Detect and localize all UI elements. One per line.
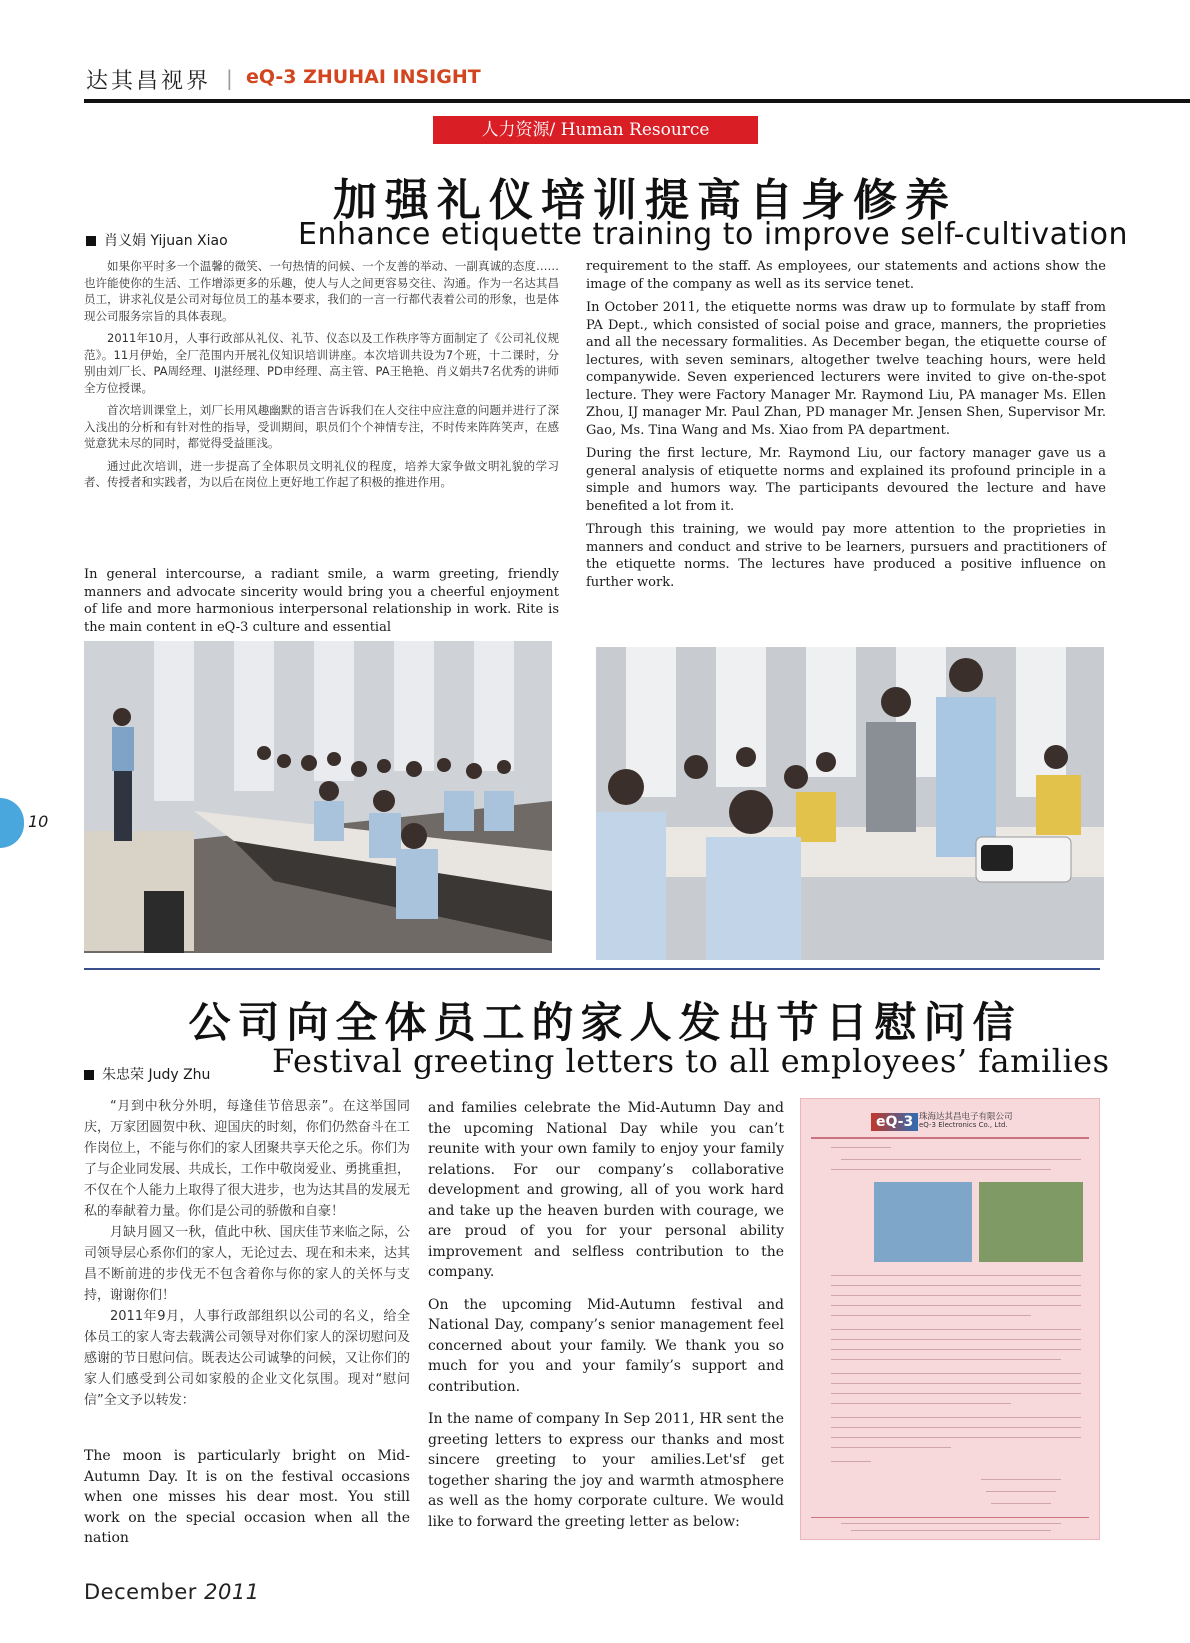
letter-text-line bbox=[831, 1461, 871, 1462]
letter-text-line bbox=[831, 1305, 1081, 1306]
letter-text-line bbox=[831, 1147, 891, 1148]
letter-text-line bbox=[831, 1315, 1031, 1316]
section-divider bbox=[84, 968, 1100, 970]
letter-footer-rule bbox=[811, 1517, 1089, 1518]
masthead-title-cn: 达其昌视界 bbox=[86, 69, 212, 94]
letter-text-line bbox=[831, 1403, 1011, 1404]
bullet-square-icon bbox=[84, 1070, 94, 1080]
paragraph: “月到中秋分外明，每逢佳节倍思亲”。在这举国同庆，万家团圆贺中秋、迎国庆的时刻，你们仍然奋斗在工作岗位上，不能与你们的家人团聚共享天伦之乐。你们为了与企业同发展、共成长，工作中敬岗爱业、勇挑重担，不仅在个人能力上取得了很大进步，也为达其昌的发展无私的奉献着力量。你们是公司的骄傲和自豪！ bbox=[84, 1099, 410, 1219]
greeting-letter-image bbox=[800, 1098, 1100, 1540]
letter-text-line bbox=[831, 1275, 1081, 1276]
letter-text-line bbox=[831, 1339, 1081, 1340]
letter-signature-line bbox=[981, 1479, 1061, 1480]
article2-chinese-text bbox=[84, 1096, 410, 1411]
letter-text-line bbox=[831, 1393, 1081, 1394]
masthead-title-en: eQ-3 ZHUHAI INSIGHT bbox=[246, 66, 481, 88]
paragraph: 2011年10月，人事行政部从礼仪、礼节、仪态以及工作秩序等方面制定了《公司礼仪规范》。11月伊始，全厂范围内开展礼仪知识培训讲座。本次培训共设为7个班，十二课时，分别由刘厂长、PA周经理、IJ湛经理、PD申经理、高主管、PA王艳艳、肖义娟共7名优秀的讲师全方位授课。 bbox=[84, 331, 559, 395]
paragraph: In October 2011, the etiquette norms was draw up to formulate by staff from PA Dept., which consisted of social poise and grace, manners, the proprieties and all the necessary formalities. As December began, the etiquette course of lectures, with seven seminars, altogether twelve teaching hours, were held companywide. Seven experienced lecturers were invited to give on-the-spot lecture. They were Factory Manager Mr. Raymond Liu, PA manager Ms. Ellen Zhou, IJ manager Mr. Paul Zhan, PD manager Mr. Jensen Shen, Supervisor Mr. Gao, Ms. Tina Wang and Ms. Xiao from PA department. bbox=[586, 300, 1106, 438]
page-number-tab bbox=[0, 798, 24, 848]
article2-author-name: 朱忠荣 Judy Zhu bbox=[102, 1067, 211, 1083]
article1-author-name: 肖义娟 Yijuan Xiao bbox=[104, 233, 228, 249]
letter-text-line bbox=[831, 1417, 1081, 1418]
article1-title-cn: 加强礼仪培训提高自身修养 bbox=[333, 175, 957, 226]
paragraph: In the name of company In Sep 2011, HR sent the greeting letters to express our thanks and most sincere greeting to your amilies.Let'sf get together sharing the joy and warmth atmosphere as well as the homy corporate culture. We would like to forward the greeting letter as below: bbox=[428, 1411, 784, 1530]
paragraph: 如果你平时多一个温馨的微笑、一句热情的问候、一个友善的举动、一副真诚的态度……也许能使你的生活、工作增添更多的乐趣，使人与人之间更容易交往、沟通。作为一名达其昌员工，讲求礼仪是公司对每位员工的基本要求，我们的一言一行都代表着公司的形象，也是体现公司服务宗旨的具体表现。 bbox=[84, 259, 559, 323]
trainees-speaking-photo bbox=[596, 647, 1104, 960]
letter-company-en: eQ-3 Electronics Co., Ltd. bbox=[919, 1121, 1008, 1129]
article1-english-col1 bbox=[84, 566, 559, 642]
paragraph: 通过此次培训，进一步提高了全体职员文明礼仪的程度，培养大家争做文明礼貌的学习者、传授者和实践者，为以后在岗位上更好地工作起了积极的推进作用。 bbox=[84, 458, 559, 489]
paragraph: 月缺月圆又一秋，值此中秋、国庆佳节来临之际，公司领导层心系你们的家人，无论过去、现在和未来，达其昌不断前进的步伐无不包含着你与你的家人的关怀与支持，谢谢你们！ bbox=[84, 1225, 410, 1303]
letter-text-line bbox=[831, 1427, 1081, 1428]
article2-english-col1 bbox=[84, 1446, 410, 1561]
letter-text-line bbox=[831, 1447, 951, 1448]
masthead-separator: | bbox=[226, 66, 233, 90]
article2-english-col2 bbox=[428, 1098, 784, 1544]
staff-group-photo bbox=[979, 1182, 1083, 1262]
article1-author bbox=[86, 230, 228, 250]
letter-company-cn: 珠海达其昌电子有限公司 bbox=[919, 1112, 1013, 1122]
paragraph: Through this training, we would pay more attention to the proprieties in manners and conduct and strive to be learners, pursuers and practitioners of the etiquette norms. The lectures have produced a positive influence on further work. bbox=[586, 522, 1106, 590]
letter-footer-address bbox=[841, 1523, 1061, 1524]
paragraph: 首次培训课堂上，刘厂长用风趣幽默的语言告诉我们在人交往中应注意的问题并进行了深入浅出的分析和有针对性的指导，受训期间，职员们个个神情专注，不时传来阵阵笑声，在感觉意犹未尽的同时，都觉得受益匪浅。 bbox=[84, 403, 559, 450]
issue-month: December bbox=[84, 1580, 197, 1604]
letter-text-line bbox=[831, 1437, 1081, 1438]
eq3-logo: eQ-3 bbox=[871, 1113, 918, 1131]
factory-building-photo bbox=[874, 1182, 972, 1262]
letter-text-line bbox=[841, 1159, 1081, 1160]
article1-title-en: Enhance etiquette training to improve self-cultivation bbox=[298, 217, 1128, 252]
letter-signature-line bbox=[986, 1491, 1056, 1492]
letter-text-line bbox=[831, 1169, 1051, 1170]
article1-english-col2 bbox=[586, 258, 1106, 597]
letter-date-line bbox=[991, 1503, 1051, 1504]
paragraph: 2011年9月，人事行政部组织以公司的名义，给全体员工的家人寄去载满公司领导对你们家人的深切慰问及感谢的节日慰问信。既表达公司诚挚的问候，又让你们的家人们感受到公司如家般的企业文化氛围。现对“慰问信”全文予以转发： bbox=[84, 1309, 410, 1408]
issue-year: 2011 bbox=[204, 1580, 260, 1604]
paragraph: The moon is particularly bright on Mid-Autumn Day. It is on the festival occasions when one misses his dear most. You still work on the special occasion when all the nation bbox=[84, 1448, 410, 1546]
paragraph: In general intercourse, a radiant smile, a warm greeting, friendly manners and advocate sincerity would bring you a cheerful enjoyment of life and more harmonious interpersonal relationship in work. Rite is the main content in eQ-3 culture and essential bbox=[84, 567, 559, 635]
issue-date bbox=[84, 1580, 260, 1604]
article2-title-en: Festival greeting letters to all employees’ families bbox=[272, 1042, 1110, 1080]
letter-text-line bbox=[831, 1373, 1081, 1374]
article1-chinese-text bbox=[84, 258, 559, 497]
paragraph: and families celebrate the Mid-Autumn Day and the upcoming National Day while you can’t reunite with your own family to enjoy your family relations. For our company’s collaborative development and growing, all of you work hard and take up the heaven burden with courage, we are proud of you for your personal ability improvement and selfless contribution to the company. bbox=[428, 1100, 784, 1280]
letter-header-rule bbox=[811, 1137, 1089, 1139]
letter-text-line bbox=[831, 1383, 1081, 1384]
bullet-square-icon bbox=[86, 236, 96, 246]
letter-text-line bbox=[831, 1359, 1061, 1360]
paragraph: On the upcoming Mid-Autumn festival and National Day, company’s senior management feel concerned about your family. We thank you so much for you and your family’s support and contribution. bbox=[428, 1296, 784, 1395]
paragraph: During the first lecture, Mr. Raymond Liu, our factory manager gave us a general analysis of etiquette norms and explained its profound principle in a simple and humors way. The participants devoured the lecture and have benefited a lot from it. bbox=[586, 446, 1106, 514]
letter-text-line bbox=[831, 1329, 1081, 1330]
letter-footer-contact bbox=[851, 1530, 1051, 1531]
article2-author bbox=[84, 1064, 210, 1084]
training-classroom-photo bbox=[84, 641, 552, 953]
letter-text-line bbox=[831, 1349, 1081, 1350]
letter-text-line bbox=[831, 1295, 1081, 1296]
article2-title-cn: 公司向全体员工的家人发出节日慰问信 bbox=[188, 998, 1022, 1047]
paragraph: requirement to the staff. As employees, our statements and actions show the image of the company as well as its service tenet. bbox=[586, 259, 1106, 292]
header-rule bbox=[84, 99, 1190, 103]
letter-text-line bbox=[831, 1285, 1081, 1286]
section-tag: 人力资源/ Human Resource bbox=[433, 116, 758, 144]
page-number: 10 bbox=[28, 812, 49, 831]
